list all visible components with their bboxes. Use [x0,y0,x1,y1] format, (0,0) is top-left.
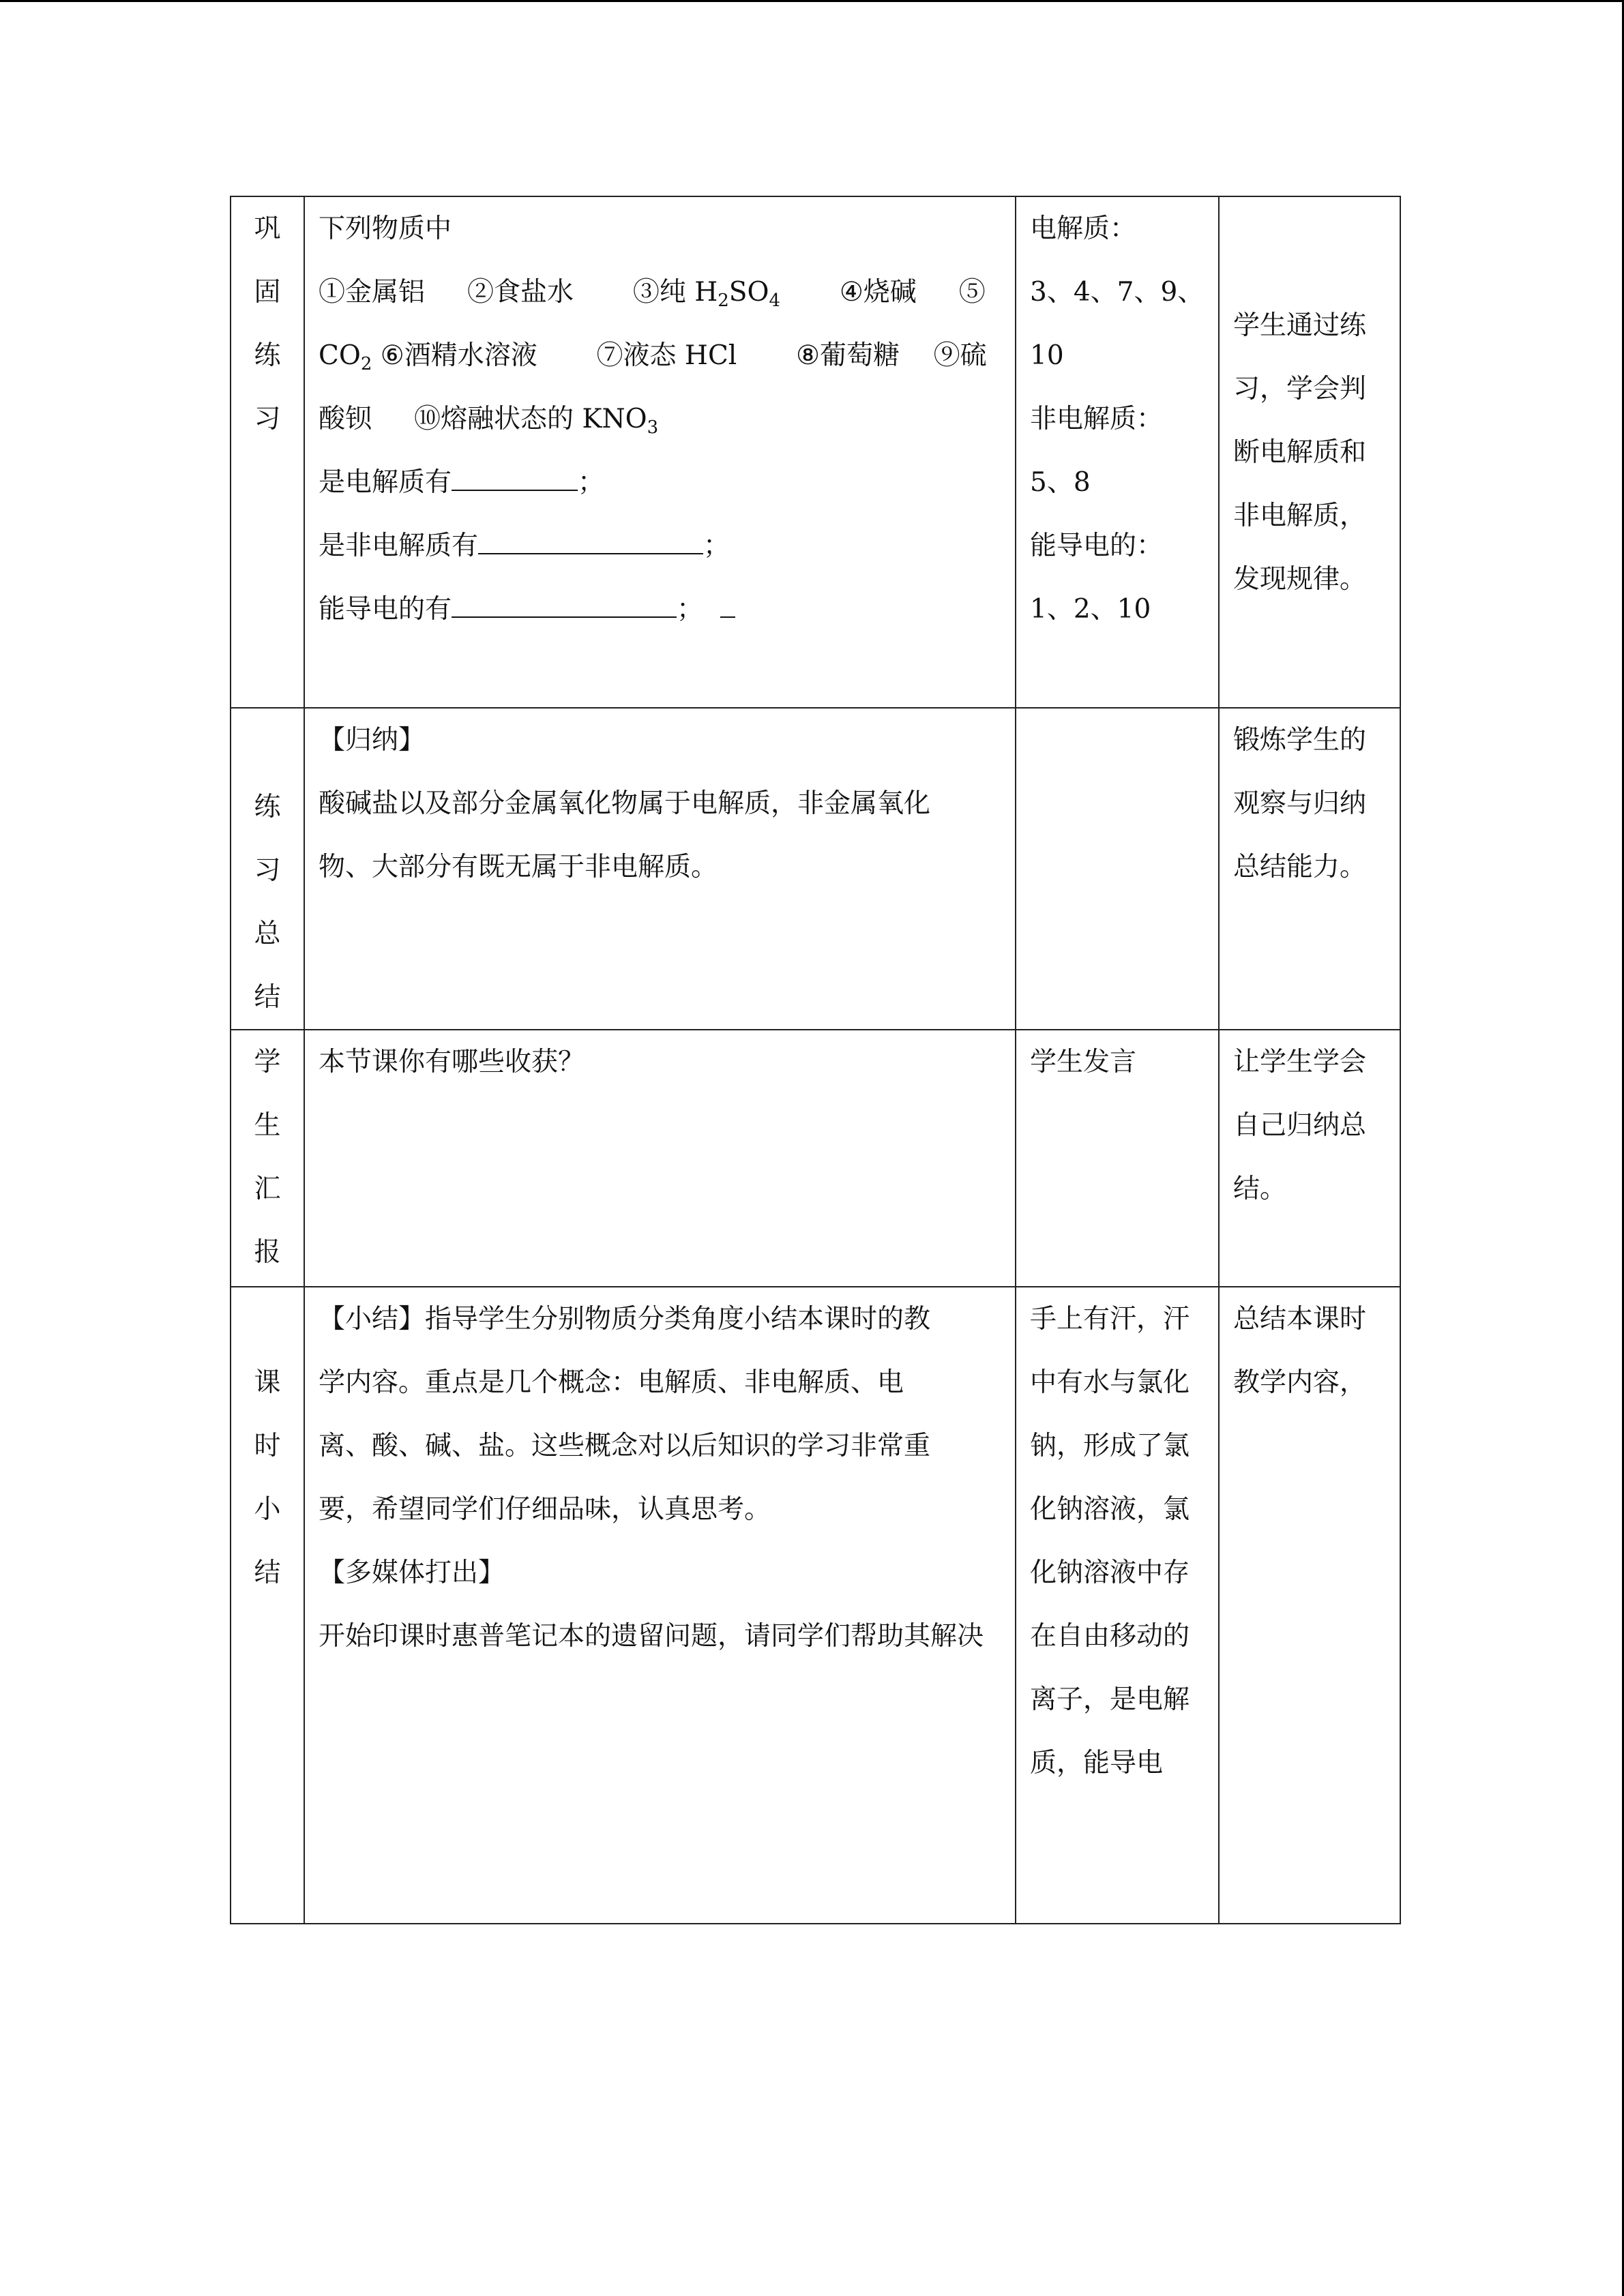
page-top-rule [0,0,1624,2]
item-6: ⑥酒精水溶液 [380,340,537,371]
exercise-intro: 下列物质中 [319,213,452,244]
content-line: 本节课你有哪些收获？ [319,1047,585,1077]
activity-line: 学生发言 [1030,1047,1137,1077]
item-9: ⑨硫 [933,340,987,371]
label-char: 练 [254,340,281,371]
table-row [231,708,1400,1030]
answer-line: 10 [1030,340,1064,371]
content-line: 要，希望同学们仔细品味，认真思考。 [319,1494,771,1525]
label-char: 习 [254,855,281,886]
content-line: 离、酸、碱、盐。这些概念对以后知识的学习非常重 [319,1431,931,1461]
content-line: 物、大部分有既无属于非电解质。 [319,852,718,882]
table-row [231,1030,1400,1287]
item-5-number: ⑤ [958,277,986,308]
activity-line: 化钠溶液中存 [1030,1557,1190,1588]
teacher-activity [1016,1030,1219,1287]
design-intent [1219,196,1400,708]
question-end: ； [677,594,704,625]
content-line: 开始印课时惠普笔记本的遗留问题，请同学们帮助其解决 [319,1621,984,1652]
design-intent [1219,708,1400,1030]
answer-blank[interactable] [720,582,735,618]
activity-line: 钠，形成了氯 [1030,1431,1190,1461]
activity-line: 质，能导电 [1030,1748,1164,1778]
exercise-items-line3 [319,387,1001,451]
answer-line: 能导电的： [1030,531,1164,561]
answer-blank[interactable] [452,456,578,491]
intent-line: 总结本课时 [1233,1304,1367,1335]
intent-line: 教学内容， [1233,1367,1367,1398]
section-label-practice-summary [231,708,304,1030]
intent-line: 非电解质， [1233,500,1367,531]
answer-blank[interactable] [478,519,703,554]
question-label: 能导电的有 [319,594,452,625]
label-char: 学 [254,1047,281,1077]
question-non-electrolyte [319,514,1001,578]
answer-line: 3、4、7、9、 [1030,277,1205,308]
label-char: 报 [254,1237,281,1268]
item-5: $CO_2$ [319,340,372,374]
question-end: ； [578,467,605,498]
teacher-activity [1016,1287,1219,1924]
activity-line: 手上有汗，汗 [1030,1304,1190,1335]
question-label: 是电解质有 [319,467,452,498]
content-line: 酸碱盐以及部分金属氧化物属于电解质，非金属氧化 [319,788,931,819]
teacher-activity [1016,196,1219,708]
exercise-items-line2 [319,324,1001,387]
label-char: 固 [254,277,281,308]
intent-line: 自己归纳总 [1233,1110,1367,1141]
intent-line: 学生通过练 [1233,310,1367,341]
summary-content [304,708,1016,1030]
activity-line: 离子，是电解 [1030,1684,1190,1715]
item-4: ④烧碱 [839,277,917,308]
content-line: 【归纳】 [319,725,426,756]
content-line: 【小结】指导学生分别物质分类角度小结本课时的教 [319,1304,931,1335]
design-intent [1219,1287,1400,1924]
question-electrolyte [319,451,1001,514]
label-char: 汇 [254,1174,281,1204]
item-3: ③纯 $H_2SO_4$ [632,277,781,311]
table-row [231,1287,1400,1924]
label-char: 结 [254,1557,281,1588]
question-conductive [319,578,1001,641]
exercise-content [304,196,1016,708]
label-char: 结 [254,982,281,1013]
answer-line: 非电解质： [1030,404,1164,434]
item-9-cont: 酸钡 [319,404,372,434]
label-char: 时 [254,1431,281,1461]
intent-line: 结。 [1233,1174,1287,1204]
activity-line: 中有水与氯化 [1030,1367,1190,1398]
item-8: ⑧葡萄糖 [796,340,900,371]
answer-line: 5、8 [1030,467,1091,498]
answer-blank[interactable] [452,582,677,618]
answer-line: 电解质： [1030,213,1137,244]
exercise-items-line1 [319,260,1001,324]
item-2: ②食盐水 [467,277,574,308]
item-1: ①金属铝 [319,277,426,308]
teacher-activity [1016,708,1219,1030]
activity-line: 化钠溶液，氯 [1030,1494,1190,1525]
report-content [304,1030,1016,1287]
section-label-student-report [231,1030,304,1287]
table-row [231,196,1400,708]
intent-line: 让学生学会 [1233,1047,1367,1077]
intent-line: 锻炼学生的 [1233,725,1367,756]
design-intent [1219,1030,1400,1287]
lesson-plan-table [230,196,1401,1924]
section-label-consolidation [231,196,304,708]
content-line: 学内容。重点是几个概念：电解质、非电解质、电 [319,1367,904,1398]
intent-line: 总结能力。 [1233,852,1367,882]
intent-line: 观察与归纳 [1233,788,1367,819]
answer-line: 1、2、10 [1030,594,1151,625]
content-line: 【多媒体打出】 [319,1557,505,1588]
activity-line: 在自由移动的 [1030,1621,1190,1652]
question-end: ； [703,531,730,561]
section-label-lesson-summary [231,1287,304,1924]
label-char: 习 [254,404,281,434]
label-char: 巩 [254,213,281,244]
label-char: 练 [254,792,281,822]
intent-line: 发现规律。 [1233,563,1367,595]
label-char: 生 [254,1110,281,1141]
label-char: 总 [254,919,281,949]
intent-line: 习，学会判 [1233,373,1367,404]
label-char: 小 [254,1494,281,1525]
item-7: ⑦液态 HCl [596,340,737,371]
item-10: ⑩熔融状态的 $KNO_3$ [414,404,659,438]
intent-line: 断电解质和 [1233,436,1367,468]
lesson-summary-content [304,1287,1016,1924]
label-char: 课 [254,1367,281,1398]
question-label: 是非电解质有 [319,531,479,561]
